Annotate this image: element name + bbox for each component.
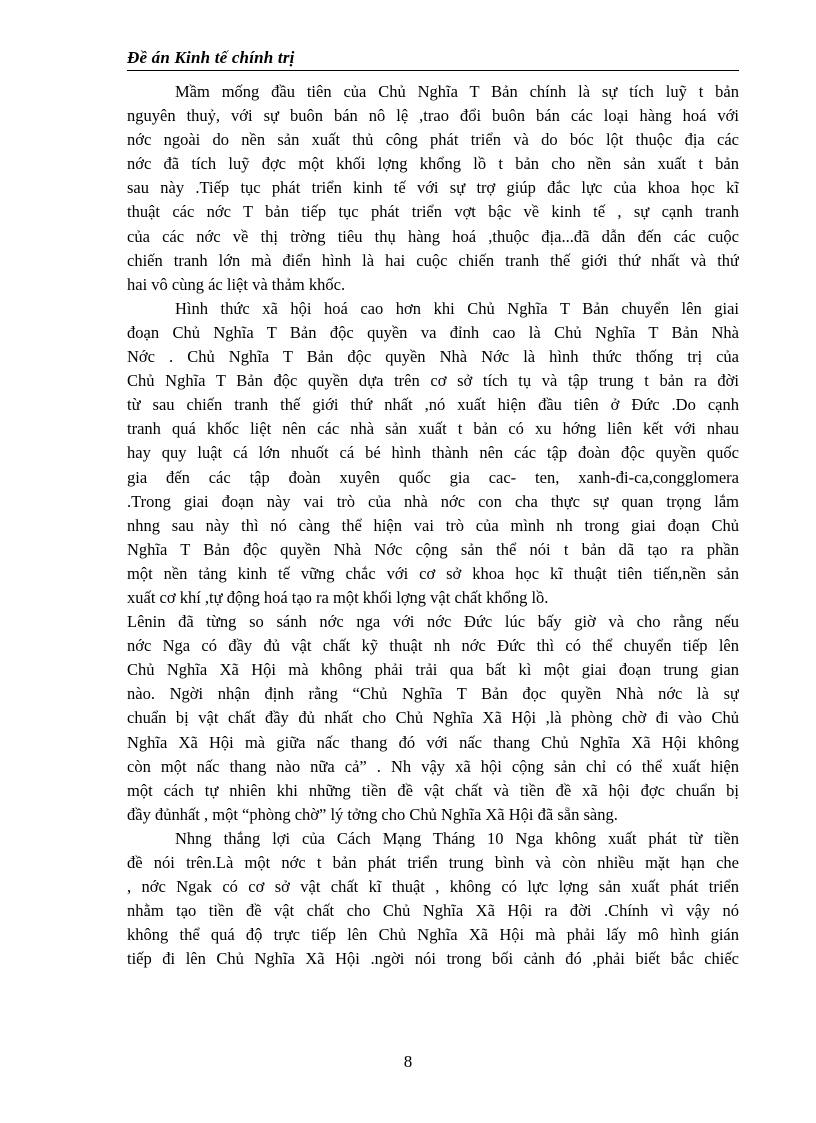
page-header — [127, 48, 739, 71]
text-line: nớc Nga có đầy đủ vật chất kỹ thuật nh nớc Đức thì có thể chuyển tiếp lên — [127, 636, 739, 656]
text-line: .Trong giai đoạn này vai trò của nhà nớc con cha thực sự quan trọng lắm — [127, 491, 739, 511]
text-line: nhng sau này thì nó càng thể hiện vai trò của mình nh trong giai đoạn Chủ — [127, 515, 739, 535]
text-line: Hình thức xã hội hoá cao hơn khi Chủ Nghĩa T Bản chuyển lên giai — [175, 298, 739, 318]
text-line: sau này .Tiếp tục phát triển kinh tế với sự trợ giúp đắc lực của khoa học kĩ — [127, 178, 739, 198]
document-body — [127, 80, 739, 971]
text-line: Nhng thắng lợi của Cách Mạng Tháng 10 Nga không xuất phát từ tiền — [175, 828, 739, 848]
text-line: thuật các nớc T bản tiếp tục phát triển vợt bậc về kinh tế , sự cạnh tranh — [127, 202, 739, 222]
text-line: Chủ Nghĩa Xã Hội mà không phải trải qua bất kì một giai đoạn trung gian — [127, 660, 739, 680]
text-line: đầy đủnhất , một “phòng chờ” lý tởng cho Chủ Nghĩa Xã Hội đã sẵn sàng. — [127, 804, 618, 824]
text-line: , nớc Ngak có cơ sở vật chất kĩ thuật , không có lực lợng sản xuất phát triển — [127, 877, 739, 897]
text-line: tranh quá khốc liệt nên các nhà sản xuất t bản có xu hớng liên kết với nhau — [127, 419, 739, 439]
text-line: nớc đã tích luỹ đợc một khối lợng khổng lồ t bản cho nền sản xuất t bản — [127, 154, 739, 174]
text-line: Lênin đã từng so sánh nớc nga với nớc Đức lúc bấy giờ và cho rằng nếu — [127, 612, 739, 632]
text-line: hay quy luật cá lớn nhuốt cá bé hình thành nên các tập đoàn độc quyền quốc — [127, 443, 739, 463]
text-line: chiến tranh lớn mà điển hình là hai cuộc chiến tranh thế giới thứ nhất và thứ — [127, 250, 739, 270]
text-line: Mầm mống đầu tiên của Chủ Nghĩa T Bản chính là sự tích luỹ t bản — [175, 82, 739, 101]
text-line: một nền tảng kinh tế vững chắc với cơ sở khoa học kĩ thuật tiên tiến,nền sản — [127, 563, 739, 583]
page-number: 8 — [403, 1052, 413, 1071]
text-line: nguyên thuỷ, với sự buôn bán nô lệ ,trao đổi buôn bán các loại hàng hoá với — [127, 106, 739, 126]
text-line: đề nói trên.Là một nớc t bản phát triển trung bình và còn nhiều mặt hạn che — [127, 853, 739, 872]
text-line: Nghĩa Xã Hội mà giữa nấc thang đó với nấc thang Chủ Nghĩa Xã Hội không — [127, 732, 739, 752]
text-line: nào. Ngời nhận định rằng “Chủ Nghĩa T Bản đọc quyền Nhà nớc là sự — [127, 684, 739, 704]
text-line: nhằm tạo tiền đề vật chất cho Chủ Nghĩa Xã Hội ra đời .Chính vì vậy nó — [127, 901, 739, 921]
text-line: còn một nấc thang nào nữa cả” . Nh vậy xã hội cộng sản chỉ có thể xuất hiện — [127, 756, 739, 776]
text-line: xuất cơ khí ,tự động hoá tạo ra một khối lợng vật chất khổng lồ. — [127, 587, 549, 607]
text-line: hai vô cùng ác liệt và thảm khốc. — [127, 274, 346, 294]
text-line: Nghĩa T Bản độc quyền Nhà Nớc cộng sản thể nói t bản dã tạo ra phần — [127, 539, 739, 559]
text-line: một cách tự nhiên khi những tiền đề vật chất và tiền đề xã hội đợc chuẩn bị — [127, 780, 739, 800]
text-line: Chủ Nghĩa T Bản độc quyền dựa trên cơ sở tích tụ và tập trung t bản ra đời — [127, 371, 739, 391]
text-line: tiếp đi lên Chủ Nghĩa Xã Hội .ngời nói trong bối cảnh đó ,phải biết bắc chiếc — [127, 949, 739, 969]
text-line: chuẩn bị vật chất đầy đủ nhất cho Chủ Nghĩa Xã Hội ,là phòng chờ đi vào Chủ — [127, 708, 739, 728]
text-line: không thể quá độ trực tiếp lên Chủ Nghĩa Xã Hội mà phải lấy mô hình gián — [127, 925, 739, 945]
text-line: gia đến các tập đoàn xuyên quốc gia cac- ten, xanh-đi-ca,congglomera — [127, 467, 739, 487]
text-line: đoạn Chủ Nghĩa T Bản độc quyền va đỉnh cao là Chủ Nghĩa T Bản Nhà — [127, 322, 739, 342]
text-line: Nớc . Chủ Nghĩa T Bản độc quyền Nhà Nớc là hình thức thống trị của — [127, 347, 739, 367]
header-title: Đề án Kinh tế chính trị — [127, 48, 295, 67]
text-line: nớc ngoài do nền sản xuất thủ công phát triển và do bóc lột thuộc địa các — [127, 130, 739, 150]
text-line: từ sau chiến tranh thế giới thứ nhất ,nó xuất hiện đầu tiên ở Đức .Do cạnh — [127, 395, 739, 415]
text-line: của các nớc về thị trờng tiêu thụ hàng hoá ,thuộc địa...đã dẫn đến các cuộc — [127, 226, 739, 246]
